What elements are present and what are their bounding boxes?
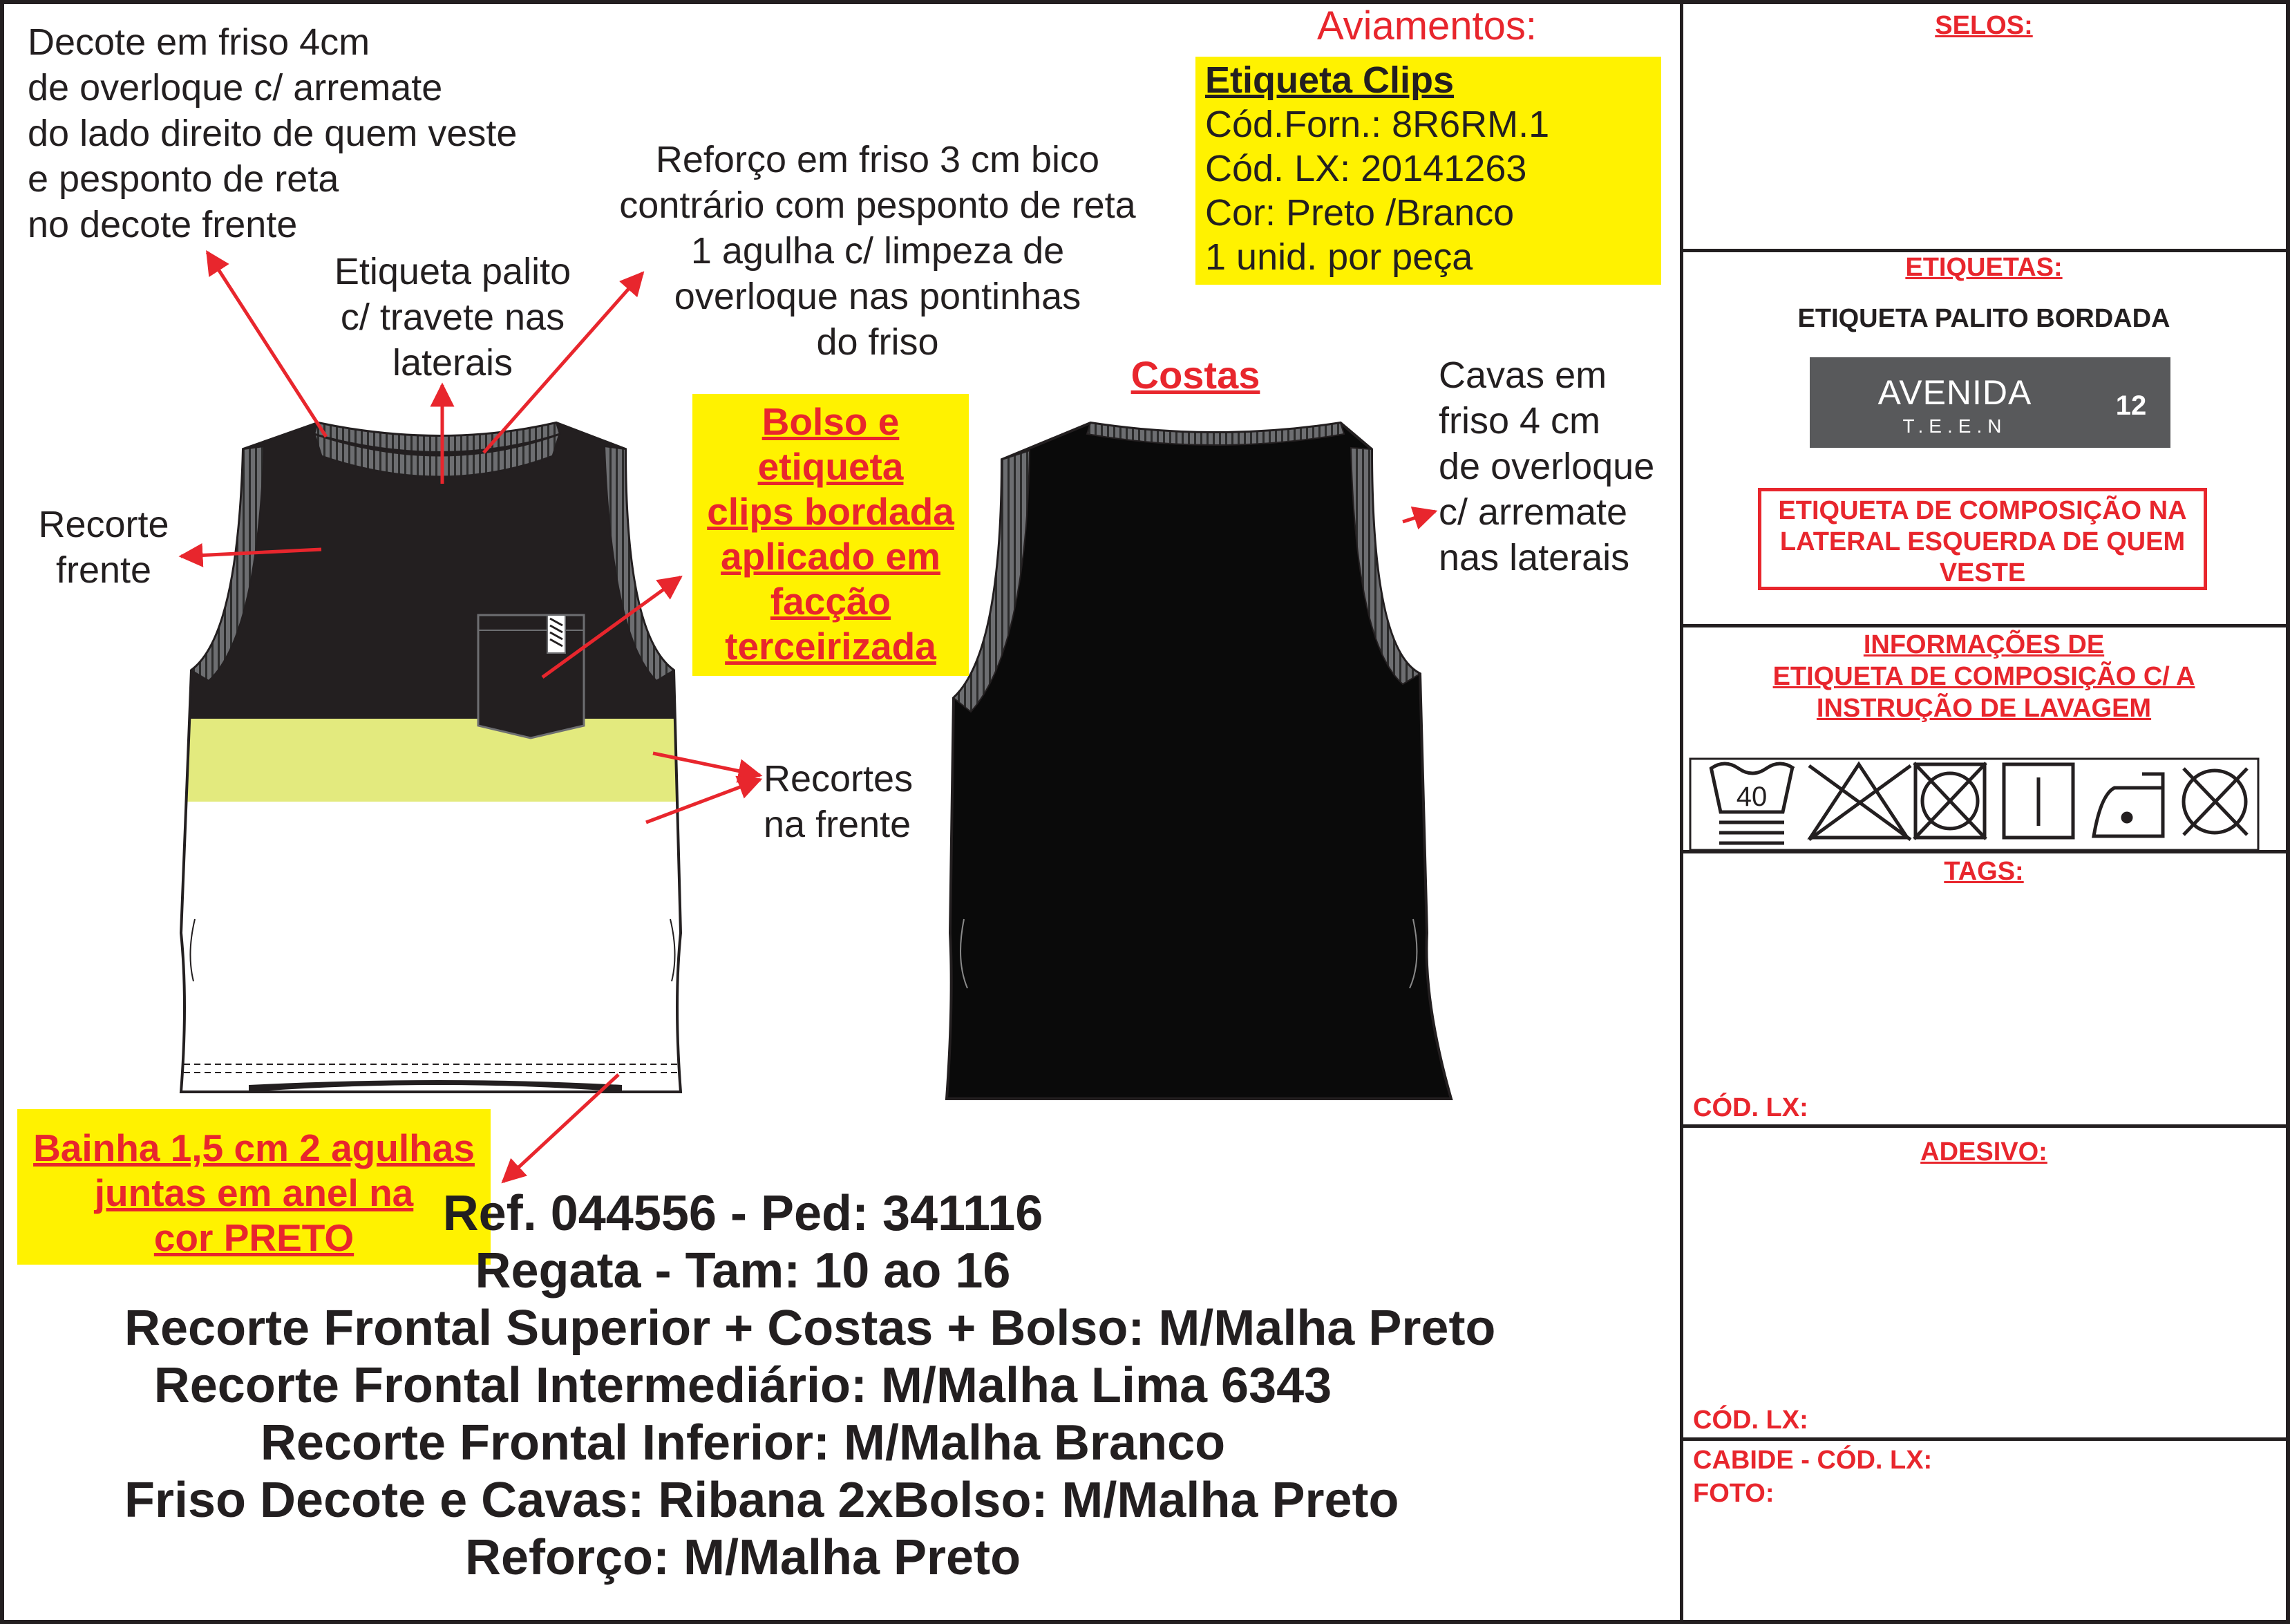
cabide-label: CABIDE - CÓD. LX: [1693, 1446, 1933, 1475]
annotation-decote [28, 19, 517, 247]
brand-subtitle: T.E.E.N [1902, 415, 2007, 437]
composicao-line: LATERAL ESQUERDA DE QUEM [1779, 527, 2186, 556]
informacoes-line: INSTRUÇÃO DE LAVAGEM [1816, 694, 2152, 723]
annotation-line: de overloque c/ arremate [28, 67, 443, 108]
bainha-line: juntas em anel na [94, 1171, 414, 1214]
back-view-tank-top [947, 423, 1451, 1099]
spec-line: Recorte Frontal Superior + Costas + Bolso: M/Malha Preto [124, 1301, 1496, 1356]
annotation-line: Recorte [38, 504, 169, 545]
sidebar-divider [1680, 0, 1683, 1624]
aviamentos-box [1195, 57, 1661, 285]
annotation-line: do friso [816, 321, 939, 363]
bolso-line: aplicado em [721, 535, 940, 578]
svg-text:40: 40 [1736, 782, 1768, 812]
annotation-line: laterais [392, 342, 513, 384]
spec-line: Regata - Tam: 10 ao 16 [475, 1243, 1011, 1299]
composicao-note-box [1758, 488, 2207, 590]
aviamentos-heading: Etiqueta Clips [1205, 59, 1455, 101]
informacoes-heading [1682, 629, 2286, 724]
sidebar-separator [1682, 1437, 2286, 1441]
annotation-line: no decote frente [28, 204, 298, 245]
etiqueta-palito-bordada: ETIQUETA PALITO BORDADA [1797, 304, 2170, 333]
composicao-line: VESTE [1939, 558, 2026, 587]
product-specifications [124, 1185, 1496, 1587]
annotation-line: contrário com pesponto de reta [619, 185, 1136, 226]
bolso-line: terceirizada [725, 625, 936, 668]
composicao-line: ETIQUETA DE COMPOSIÇÃO NA [1778, 496, 2187, 525]
annotation-line: frente [55, 549, 152, 591]
size-number: 12 [2115, 390, 2147, 421]
care-symbols [1690, 759, 2258, 850]
annotation-line: Cavas em [1439, 355, 1607, 396]
annotation-recortes-na-frente [764, 756, 913, 847]
brand-name: AVENIDA [1877, 373, 2032, 412]
annotation-line: friso 4 cm [1439, 400, 1601, 442]
clips-label [547, 615, 565, 653]
aviamentos-line: Cód. LX: 20141263 [1205, 148, 1527, 189]
spec-line: Recorte Frontal Intermediário: M/Malha Lima 6343 [153, 1358, 1332, 1413]
spec-line: Reforço: M/Malha Preto [464, 1530, 1021, 1585]
annotation-line: c/ arremate [1439, 491, 1628, 533]
spec-line: Ref. 044556 - Ped: 341116 [442, 1186, 1043, 1241]
front-lower-panel-white [173, 802, 691, 1099]
sidebar-separator [1682, 249, 2286, 252]
sidebar-separator [1682, 624, 2286, 627]
no-dry-clean-icon [2184, 768, 2247, 835]
sidebar-separator [1682, 1124, 2286, 1128]
spec-line: Friso Decote e Cavas: Ribana 2xBolso: M/Malha Preto [124, 1473, 1399, 1528]
annotation-recorte-frente [21, 502, 187, 593]
sidebar-separator [1682, 850, 2286, 853]
aviamentos-title: Aviamentos: [1316, 3, 1537, 48]
wash-40-icon [1711, 764, 1794, 843]
tags-cod-lx-label: CÓD. LX: [1693, 1093, 1808, 1122]
costas-label: Costas [1130, 353, 1260, 397]
front-view-tank-top [173, 415, 691, 1099]
annotation-line: Reforço em friso 3 cm bico [655, 139, 1100, 180]
adesivo-cod-lx-label: CÓD. LX: [1693, 1406, 1808, 1435]
bainha-line: Bainha 1,5 cm 2 agulhas [33, 1126, 475, 1169]
annotation-line: do lado direito de quem veste [28, 113, 518, 154]
chest-pocket [478, 615, 584, 738]
annotation-line: de overloque [1439, 446, 1655, 487]
etiquetas-heading: ETIQUETAS: [1905, 253, 2063, 282]
aviamentos-line: Cor: Preto /Branco [1205, 192, 1515, 234]
annotation-line: c/ travete nas [340, 296, 565, 338]
adesivo-heading: ADESIVO: [1920, 1137, 2047, 1167]
brand-label [1810, 357, 2170, 448]
no-bleach-icon [1809, 764, 1911, 840]
bolso-line: Bolso e [761, 400, 900, 443]
tags-heading: TAGS: [1944, 857, 2024, 886]
annotation-line: na frente [764, 804, 911, 845]
bolso-line: etiqueta [757, 445, 904, 488]
bolso-note-box [692, 394, 969, 676]
line-dry-icon [2004, 764, 2073, 838]
iron-low-icon [2094, 774, 2163, 836]
aviamentos-line: 1 unid. por peça [1205, 236, 1473, 278]
informacoes-line: ETIQUETA DE COMPOSIÇÃO C/ A [1772, 662, 2195, 691]
front-middle-panel-lime [173, 719, 691, 802]
selos-heading: SELOS: [1935, 11, 2033, 40]
annotation-cavas [1439, 352, 1654, 580]
annotation-line: Recortes [764, 758, 914, 800]
spec-line: Recorte Frontal Inferior: M/Malha Branco [260, 1415, 1226, 1471]
annotation-line: e pesponto de reta [28, 158, 339, 200]
annotation-line: overloque nas pontinhas [674, 276, 1081, 317]
annotation-line: Decote em friso 4cm [28, 21, 370, 63]
annotation-reforco [580, 137, 1175, 365]
aviamentos-line: Cód.Forn.: 8R6RM.1 [1205, 104, 1550, 145]
informacoes-line: INFORMAÇÕES DE [1863, 630, 2105, 659]
annotation-line: 1 agulha c/ limpeza de [690, 230, 1065, 272]
bolso-line: clips bordada [707, 490, 954, 533]
foto-label: FOTO: [1693, 1479, 1775, 1508]
annotation-line: Etiqueta palito [334, 251, 571, 292]
no-tumble-dry-icon [1914, 763, 1986, 839]
bainha-line: cor PRETO [153, 1216, 354, 1259]
annotation-line: nas laterais [1439, 537, 1630, 578]
bolso-line: facção [770, 580, 891, 623]
annotation-etiqueta-palito [297, 249, 608, 386]
